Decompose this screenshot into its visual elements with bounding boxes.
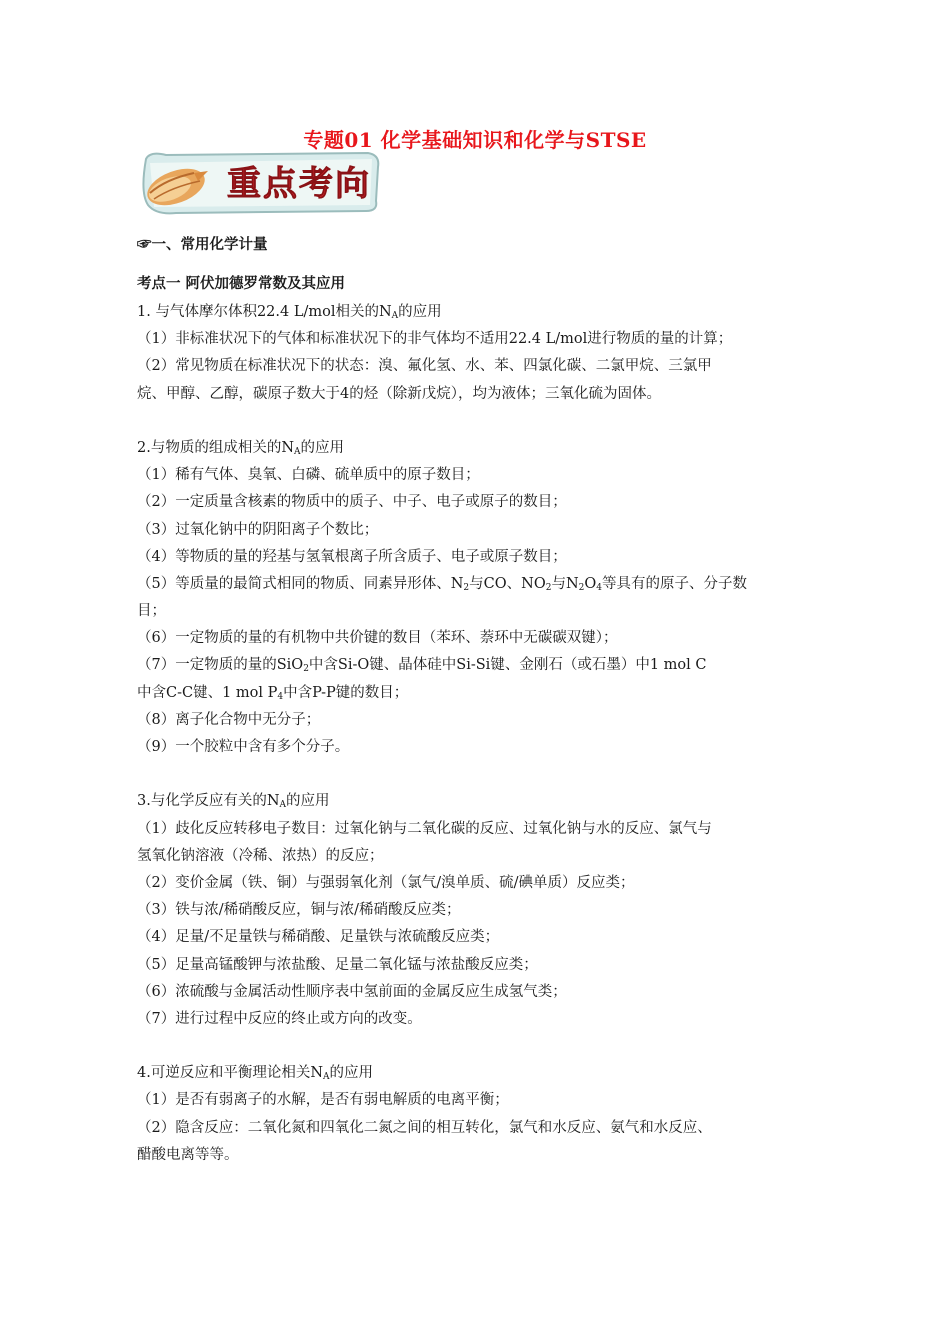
text-line: 目； [137, 603, 166, 620]
text-line: （2）变价金属（铁、铜）与强弱氧化剂（氯气/溴单质、硫/碘单质）反应类； [137, 874, 635, 891]
text-line: （1）是否有弱离子的水解，是否有弱电解质的电离平衡； [137, 1092, 509, 1109]
document-title: 专题01 化学基础知识和化学与STSE [303, 128, 647, 152]
text-line: 2.与物质的组成相关的$N_A$的应用 [137, 439, 345, 457]
text-line: （4）足量/不足量铁与稀硝酸、足量铁与浓硫酸反应类； [137, 929, 500, 946]
text-line: （4）等物质的量的羟基与氢氧根离子所含质子、电子或原子数目； [137, 548, 567, 565]
text-line: （9）一个胶粒中含有多个分子。 [137, 739, 350, 755]
text-line: （6）浓硫酸与金属活动性顺序表中氢前面的金属反应生成氢气类； [137, 983, 567, 1000]
text-line: 中含C-C键、1 mol $P_4$中含P-P键的数目； [137, 684, 409, 702]
text-line: （7）进行过程中反应的终止或方向的改变。 [137, 1010, 422, 1027]
text-line: 氢氧化钠溶液（冷稀、浓热）的反应； [137, 847, 384, 864]
text-line: （2）一定质量含核素的物质中的质子、中子、电子或原子的数目； [137, 494, 567, 511]
paragraph-gap [137, 408, 817, 435]
topic-heading: 考点一 阿伏加德罗常数及其应用 [137, 275, 346, 292]
text-line: （2）隐含反应：二氧化氮和四氧化二氮之间的相互转化，氯气和水反应、氨气和水反应、 [137, 1119, 712, 1136]
text-line: （2）常见物质在标准状况下的状态：溴、氟化氢、水、苯、四氯化碳、二氯甲烷、三氯甲 [137, 358, 712, 375]
body-text [137, 299, 817, 1169]
text-line: 醋酸电离等等。 [137, 1146, 239, 1163]
text-line: 烷、甲醇、乙醇，碳原子数大于4的烃（除新戊烷），均为液体；三氧化硫为固体。 [137, 385, 661, 402]
text-line: （6）一定物质的量的有机物中共价键的数目（苯环、萘环中无碳碳双键）； [137, 630, 618, 647]
paragraph-gap [137, 761, 817, 788]
text-line: （7）一定物质的量的SiO$_2$中含Si-O键、晶体硅中Si-Si键、金刚石（或石墨）中1 mol C [137, 657, 707, 675]
banner-text: 重点考向 [227, 164, 371, 204]
key-points-banner [136, 149, 384, 217]
paragraph-gap [137, 1033, 817, 1060]
section-heading: ☞一、常用化学计量 [137, 236, 268, 253]
text-line: （3）过氧化钠中的阴阳离子个数比； [137, 521, 379, 538]
text-line: 1. 与气体摩尔体积22.4 L/mol相关的$N_A$的应用 [137, 304, 442, 321]
text-line: （3）铁与浓/稀硝酸反应，铜与浓/稀硝酸反应类； [137, 902, 461, 919]
text-line: （1）歧化反应转移电子数目：过氧化钠与二氧化碳的反应、过氧化钠与水的反应、氯气与 [137, 820, 712, 837]
text-line: （1）稀有气体、臭氧、白磷、硫单质中的原子数目； [137, 467, 480, 484]
text-line: 4.可逆反应和平衡理论相关$N_A$的应用 [137, 1065, 374, 1083]
text-line: （5）足量高锰酸钾与浓盐酸、足量二氧化锰与浓盐酸反应类； [137, 956, 538, 973]
text-line: （8）离子化合物中无分子； [137, 711, 321, 728]
text-line: 3.与化学反应有关的$N_A$的应用 [137, 793, 330, 811]
text-line: （1）非标准状况下的气体和标准状况下的非气体均不适用22.4 L/mol进行物质的量的计算； [137, 331, 733, 348]
text-line: （5）等质量的最简式相同的物质、同素异形体、$N_2$与CO、$NO_2$与$N_2O_4$等具有的原子、分子数 [137, 575, 747, 593]
